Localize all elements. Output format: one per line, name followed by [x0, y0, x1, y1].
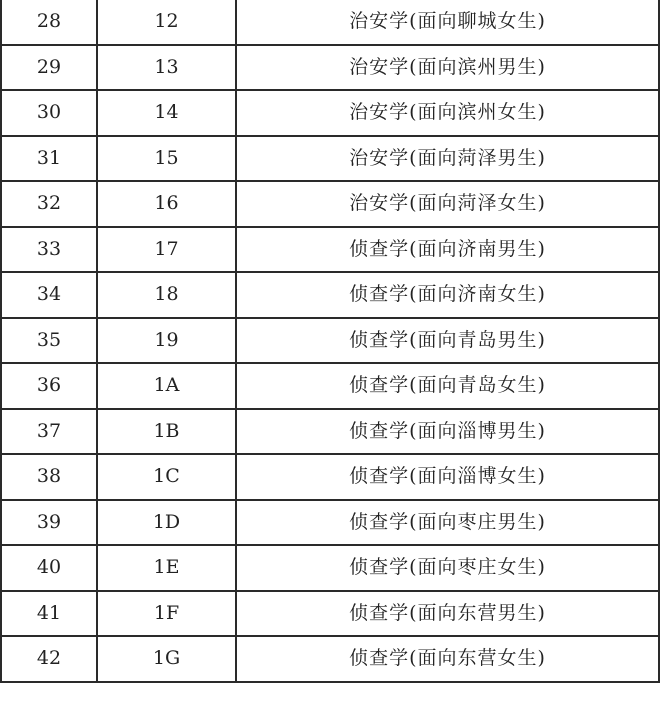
major-name-cell: 治安学(面向菏泽女生)	[236, 181, 659, 227]
row-index-cell: 31	[1, 136, 97, 182]
row-index-cell: 41	[1, 591, 97, 637]
major-name-cell: 侦查学(面向济南男生)	[236, 227, 659, 273]
major-name-cell: 治安学(面向聊城女生)	[236, 0, 659, 45]
major-name-cell: 侦查学(面向淄博女生)	[236, 454, 659, 500]
major-name-cell: 治安学(面向滨州女生)	[236, 90, 659, 136]
row-index-cell: 39	[1, 500, 97, 546]
table-row	[1, 272, 659, 318]
row-index-cell: 38	[1, 454, 97, 500]
table-body	[1, 0, 659, 682]
major-code-cell: 13	[97, 45, 236, 91]
row-index-cell: 36	[1, 363, 97, 409]
table-row	[1, 227, 659, 273]
major-code-cell: 1F	[97, 591, 236, 637]
row-index-cell: 29	[1, 45, 97, 91]
major-name-cell: 侦查学(面向枣庄男生)	[236, 500, 659, 546]
table-row	[1, 136, 659, 182]
major-code-cell: 15	[97, 136, 236, 182]
table-row	[1, 591, 659, 637]
table-row	[1, 636, 659, 682]
major-name-cell: 侦查学(面向济南女生)	[236, 272, 659, 318]
table-row	[1, 0, 659, 45]
major-code-cell: 1D	[97, 500, 236, 546]
major-name-cell: 侦查学(面向青岛男生)	[236, 318, 659, 364]
table-row	[1, 90, 659, 136]
major-code-cell: 1G	[97, 636, 236, 682]
major-code-cell: 1B	[97, 409, 236, 455]
major-name-cell: 侦查学(面向东营男生)	[236, 591, 659, 637]
table-row	[1, 181, 659, 227]
major-name-cell: 治安学(面向滨州男生)	[236, 45, 659, 91]
table-row	[1, 545, 659, 591]
major-code-cell: 1C	[97, 454, 236, 500]
row-index-cell: 32	[1, 181, 97, 227]
row-index-cell: 35	[1, 318, 97, 364]
major-code-cell: 14	[97, 90, 236, 136]
table-row	[1, 45, 659, 91]
major-name-cell: 侦查学(面向青岛女生)	[236, 363, 659, 409]
row-index-cell: 42	[1, 636, 97, 682]
major-code-cell: 16	[97, 181, 236, 227]
table-row	[1, 454, 659, 500]
table-row	[1, 318, 659, 364]
major-name-cell: 侦查学(面向东营女生)	[236, 636, 659, 682]
row-index-cell: 30	[1, 90, 97, 136]
major-code-cell: 17	[97, 227, 236, 273]
row-index-cell: 34	[1, 272, 97, 318]
major-code-cell: 12	[97, 0, 236, 45]
major-name-cell: 侦查学(面向淄博男生)	[236, 409, 659, 455]
table-row	[1, 363, 659, 409]
table-row	[1, 409, 659, 455]
major-name-cell: 侦查学(面向枣庄女生)	[236, 545, 659, 591]
row-index-cell: 28	[1, 0, 97, 45]
major-code-cell: 1A	[97, 363, 236, 409]
row-index-cell: 40	[1, 545, 97, 591]
row-index-cell: 33	[1, 227, 97, 273]
table-row	[1, 500, 659, 546]
major-code-cell: 18	[97, 272, 236, 318]
major-name-cell: 治安学(面向菏泽男生)	[236, 136, 659, 182]
major-code-cell: 1E	[97, 545, 236, 591]
row-index-cell: 37	[1, 409, 97, 455]
major-code-cell: 19	[97, 318, 236, 364]
